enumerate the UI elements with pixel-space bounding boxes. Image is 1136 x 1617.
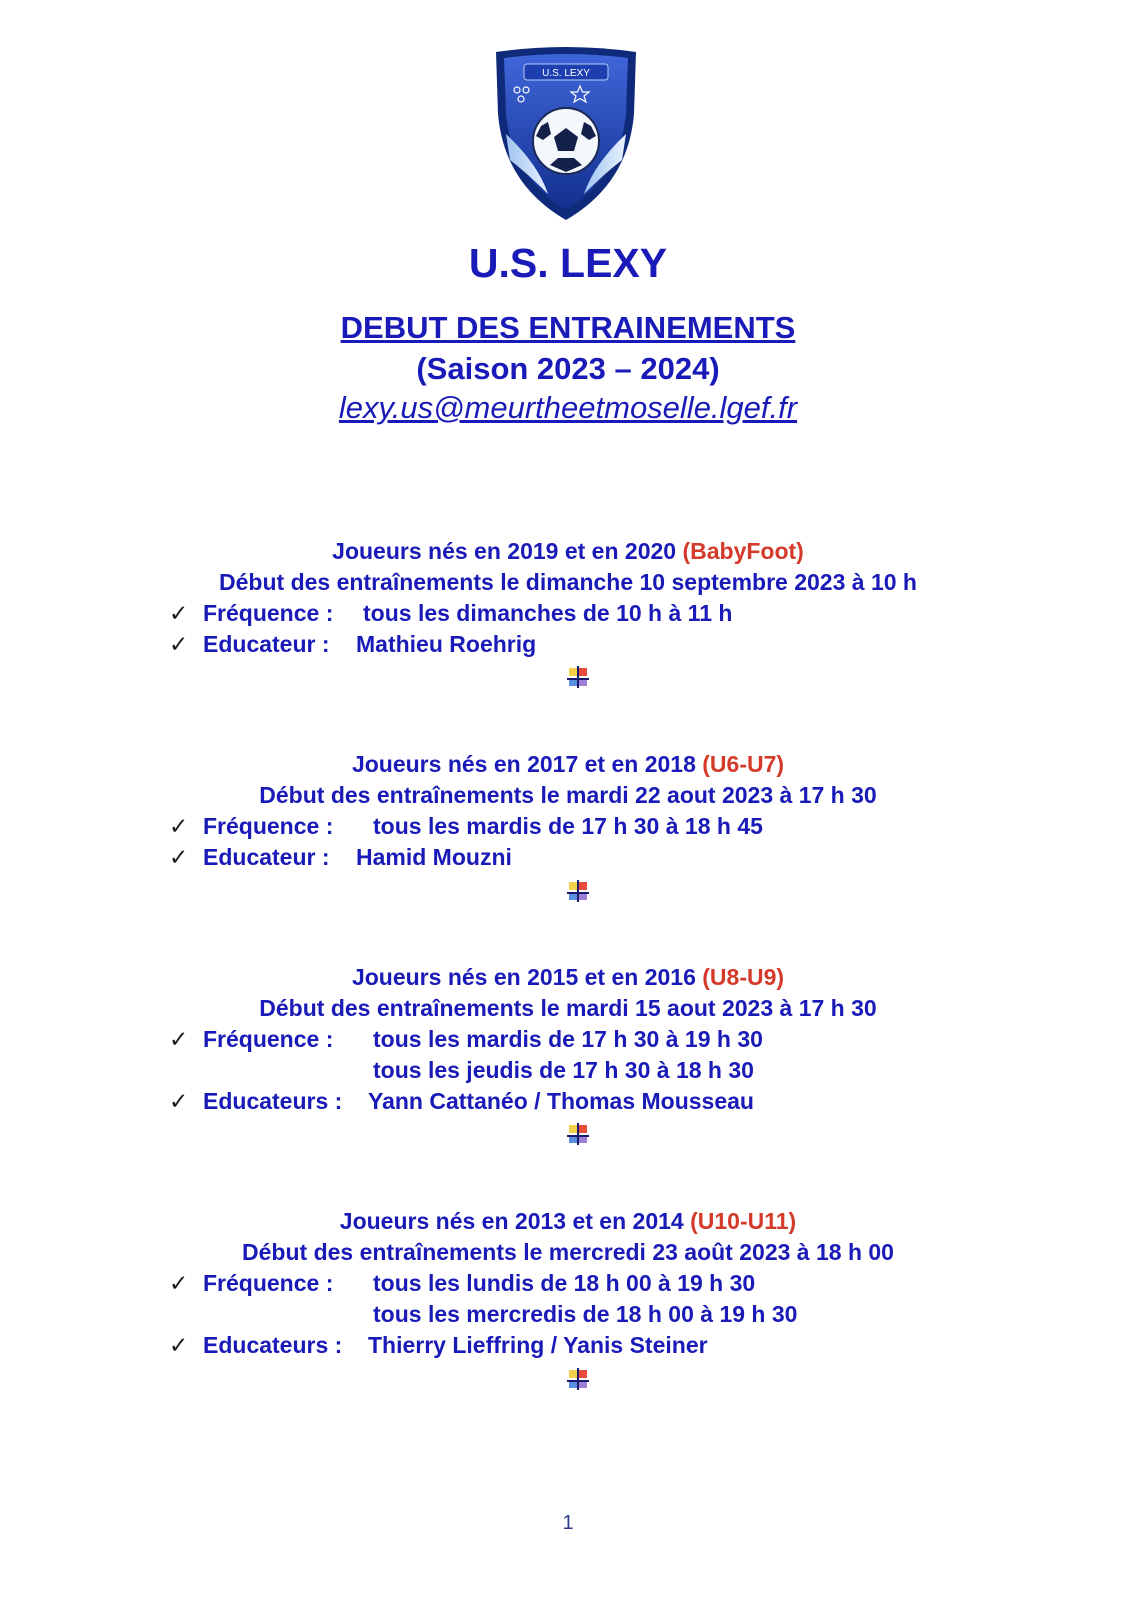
check-icon: ✓	[169, 844, 189, 870]
category-label: (BabyFoot)	[682, 538, 804, 564]
coach-item: ✓ Educateur : Mathieu Roehrig	[0, 629, 1136, 660]
check-icon: ✓	[169, 1332, 189, 1358]
cross-separator-icon	[567, 1368, 589, 1390]
frequency-item: ✓ Fréquence : tous les lundis de 18 h 00 à 19 h 30	[0, 1268, 1136, 1299]
cross-separator-icon	[567, 1123, 589, 1145]
contact-email[interactable]: lexy.us@meurtheetmoselle.lgef.fr	[338, 390, 798, 425]
club-title: U.S. LEXY	[468, 240, 668, 286]
players-line: Joueurs nés en 2017 et en 2018 (U6-U7)	[351, 751, 785, 777]
category-label: (U10-U11)	[690, 1208, 797, 1234]
check-icon: ✓	[169, 600, 189, 626]
category-label: (U8-U9)	[702, 964, 785, 990]
check-icon: ✓	[169, 1270, 189, 1296]
logo-text: U.S. LEXY	[542, 68, 590, 79]
coach-item: ✓ Educateurs : Thierry Lieffring / Yanis Steiner	[0, 1330, 1136, 1361]
training-section	[0, 749, 1136, 873]
start-line: Début des entraînements le mardi 22 aout 2023 à 17 h 30	[259, 782, 877, 808]
page-heading: DEBUT DES ENTRAINEMENTS	[340, 310, 796, 345]
coach-item: ✓ Educateur : Hamid Mouzni	[0, 842, 1136, 873]
frequency-item: ✓ Fréquence : tous les mardis de 17 h 30 à 18 h 45	[0, 811, 1136, 842]
club-logo	[488, 44, 644, 222]
players-line: Joueurs nés en 2015 et en 2016 (U8-U9)	[351, 964, 785, 990]
training-section	[0, 536, 1136, 660]
start-line: Début des entraînements le dimanche 10 septembre 2023 à 10 h	[219, 569, 917, 595]
coach-item: ✓ Educateurs : Yann Cattanéo / Thomas Mousseau	[0, 1086, 1136, 1117]
page-number: 1	[562, 1512, 574, 1534]
cross-separator-icon	[567, 880, 589, 902]
check-icon: ✓	[169, 1088, 189, 1114]
frequency-item: ✓ Fréquence : tous les dimanches de 10 h à 11 h	[0, 598, 1136, 629]
training-section	[0, 1206, 1136, 1361]
frequency-item-continued: tous les mercredis de 18 h 00 à 19 h 30	[373, 1301, 798, 1327]
start-line: Début des entraînements le mardi 15 aout 2023 à 17 h 30	[259, 995, 877, 1021]
check-icon: ✓	[169, 813, 189, 839]
check-icon: ✓	[169, 631, 189, 657]
category-label: (U6-U7)	[702, 751, 785, 777]
frequency-item: ✓ Fréquence : tous les mardis de 17 h 30 à 19 h 30	[0, 1024, 1136, 1055]
players-line: Joueurs nés en 2019 et en 2020 (BabyFoot)	[332, 538, 804, 564]
season-label: (Saison 2023 – 2024)	[416, 351, 720, 386]
training-section	[0, 962, 1136, 1117]
check-icon: ✓	[169, 1026, 189, 1052]
players-line: Joueurs nés en 2013 et en 2014 (U10-U11)	[339, 1208, 797, 1234]
cross-separator-icon	[567, 666, 589, 688]
frequency-item-continued: tous les jeudis de 17 h 30 à 18 h 30	[373, 1057, 754, 1083]
start-line: Début des entraînements le mercredi 23 août 2023 à 18 h 00	[242, 1239, 894, 1265]
